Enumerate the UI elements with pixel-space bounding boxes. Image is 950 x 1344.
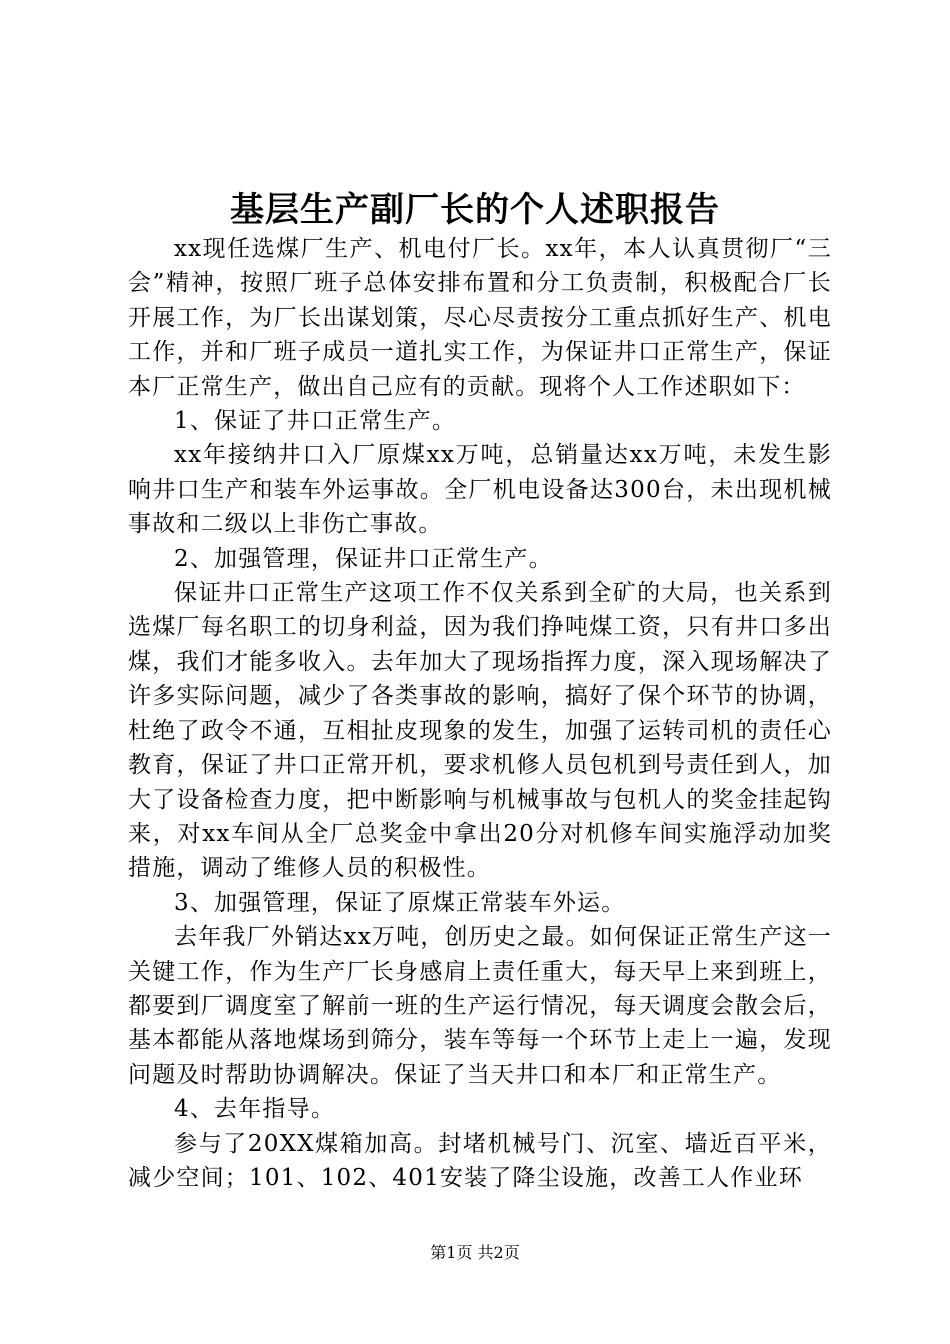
section-heading-3: 3、加强管理，保证了原煤正常装车外运。 xyxy=(174,889,626,916)
page-number-footer: 第1页 共2页 xyxy=(430,1243,520,1262)
paragraph-intro: xx现任选煤厂生产、机电付厂长。xx年，本人认真贯彻厂“三会”精神，按照厂班子总体安排布置和分工负责制，积极配合厂长开展工作，为厂长出谋划策，尽心尽责按分工重点抓好生产、机电工作，并和厂班子成员一道扎实工作，为保证井口正常生产，保证本厂正常生产，做出自己应有的贡献。现将个人工作述职如下： xyxy=(128,236,832,400)
document-body xyxy=(128,232,832,1195)
paragraph-section-4: 参与了20XX煤箱加高。封堵机械号门、沉室、墙近百平米，减少空间；101、102、401安装了降尘设施，改善工人作业环 xyxy=(128,1130,832,1191)
paragraph-section-1: xx年接纳井口入厂原煤xx万吨，总销量达xx万吨，未发生影响井口生产和装车外运事故。全厂机电设备达300台，未出现机械事故和二级以上非伤亡事故。 xyxy=(128,442,832,538)
section-heading-1: 1、保证了井口正常生产。 xyxy=(174,408,457,435)
section-heading-2: 2、加强管理，保证井口正常生产。 xyxy=(174,545,553,572)
document-title: 基层生产副厂长的个人述职报告 xyxy=(230,190,720,230)
paragraph-section-3: 去年我厂外销达xx万吨，创历史之最。如何保证正常生产这一关键工作，作为生产厂长身感肩上责任重大，每天早上来到班上，都要到厂调度室了解前一班的生产运行情况，每天调度会散会后，基本都能从落地煤场到筛分，装车等每一个环节上走上一遍，发现问题及时帮助协调解决。保证了当天井口和本厂和正常生产。 xyxy=(128,924,832,1088)
section-heading-4: 4、去年指导。 xyxy=(174,1096,336,1123)
paragraph-section-2: 保证井口正常生产这项工作不仅关系到全矿的大局，也关系到选煤厂每名职工的切身利益，因为我们挣吨煤工资，只有井口多出煤，我们才能多收入。去年加大了现场指挥力度，深入现场解决了许多实际问题，减少了各类事故的影响，搞好了保个环节的协调，杜绝了政令不通，互相扯皮现象的发生，加强了运转司机的责任心教育，保证了井口正常开机，要求机修人员包机到号责任到人，加大了设备检查力度，把中断影响与机械事故与包机人的奖金挂起钩来，对xx车间从全厂总奖金中拿出20分对机修车间实施浮动加奖措施，调动了维修人员的积极性。 xyxy=(128,580,832,882)
